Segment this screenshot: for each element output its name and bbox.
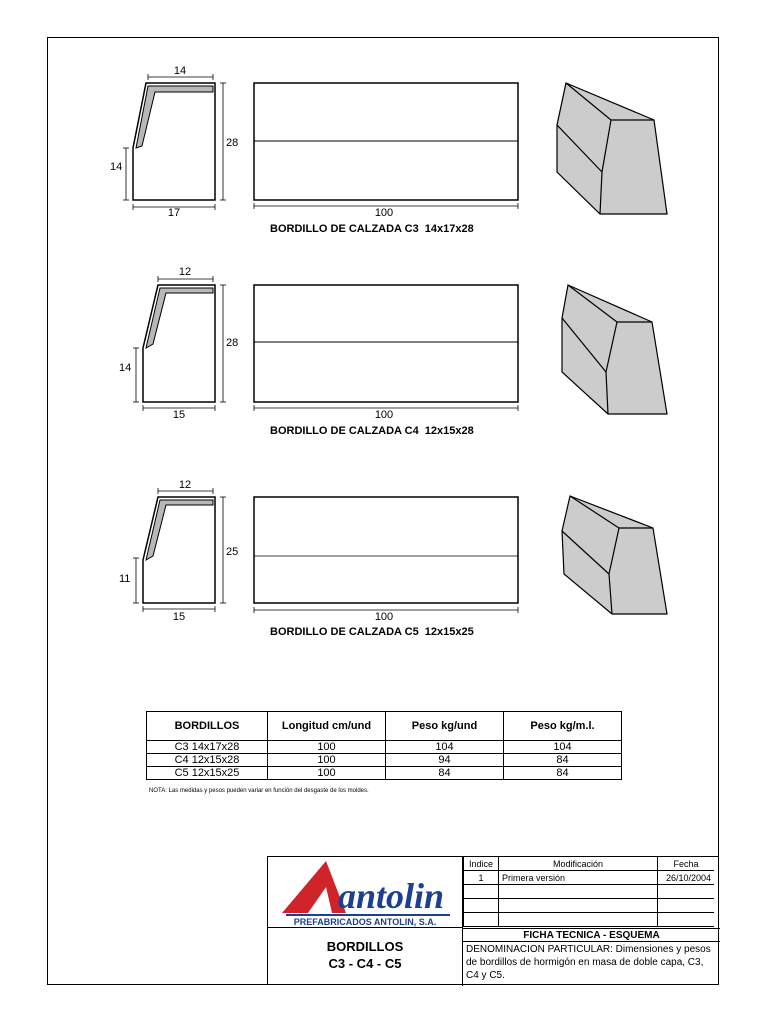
c3-3d-view	[557, 83, 667, 214]
table-cell: 94	[386, 754, 504, 767]
revision-cell: 1	[464, 871, 499, 885]
c3-dim-length: 100	[374, 207, 394, 219]
revision-cell	[499, 913, 658, 927]
revision-cell	[658, 913, 715, 927]
revision-row	[464, 899, 715, 913]
c5-dim-length: 100	[374, 611, 394, 623]
revision-header-row	[464, 857, 715, 871]
revision-cell: 26/10/2004	[658, 871, 715, 885]
c3-dim-top: 14	[173, 65, 187, 77]
table-header: Peso kg/m.l.	[504, 712, 622, 741]
revision-cell	[499, 885, 658, 899]
revision-header: Indice	[464, 857, 499, 871]
table-cell: 100	[268, 767, 386, 780]
table-header: Peso kg/und	[386, 712, 504, 741]
antolin-logo	[268, 857, 463, 928]
c5-dim-base: 15	[172, 611, 186, 623]
drawing-title	[268, 928, 463, 986]
weights-table	[146, 711, 622, 780]
table-cell: 84	[386, 767, 504, 780]
c4-dim-top: 12	[178, 266, 192, 278]
denominacion-text: DENOMINACION PARTICULAR: Dimensiones y pesos de bordillos de hormigón en masa de doble capa, C3, C4 y C5.	[466, 944, 711, 981]
title-line-2: C3 - C4 - C5	[328, 956, 402, 971]
table-header-row	[147, 712, 622, 741]
logo-wordmark: antolin	[338, 876, 445, 916]
revision-cell	[464, 899, 499, 913]
table-row	[147, 754, 622, 767]
c4-dim-base: 15	[172, 409, 186, 421]
c5-elevation	[254, 497, 518, 603]
revision-cell	[658, 899, 715, 913]
revision-cell	[464, 913, 499, 927]
c4-caption: BORDILLO DE CALZADA C4 12x15x28	[270, 425, 474, 437]
c3-dim-lower: 14	[110, 161, 123, 173]
revision-cell: Primera versión	[499, 871, 658, 885]
revision-header: Fecha	[658, 857, 715, 871]
c5-caption: BORDILLO DE CALZADA C5 12x15x25	[270, 626, 474, 638]
revision-header: Modificación	[499, 857, 658, 871]
ficha-tecnica-label: FICHA TECNICA - ESQUEMA	[463, 928, 720, 942]
c3-dim-height: 28	[226, 137, 239, 149]
table-cell: 100	[268, 754, 386, 767]
c3-cross-section	[133, 83, 215, 200]
c3-caption: BORDILLO DE CALZADA C3 14x17x28	[270, 223, 474, 235]
revision-cell	[499, 899, 658, 913]
revision-cell	[658, 885, 715, 899]
c5-dim-top: 12	[178, 479, 192, 491]
revision-row	[464, 885, 715, 899]
table-header: Longitud cm/und	[268, 712, 386, 741]
table-cell: 100	[268, 741, 386, 754]
table-cell: C3 14x17x28	[147, 741, 268, 754]
table-row	[147, 741, 622, 754]
title-line-1: BORDILLOS	[326, 939, 404, 954]
table-note: NOTA: Las medidas y pesos pueden variar en función del desgaste de los moldes.	[149, 788, 369, 794]
c4-dim-height: 28	[226, 337, 239, 349]
revision-table	[463, 857, 714, 927]
c5-cross-section	[143, 497, 215, 603]
c4-3d-view	[562, 285, 667, 414]
c5-3d-view	[562, 496, 667, 614]
c4-dim-length: 100	[374, 409, 394, 421]
c4-elevation	[254, 285, 518, 402]
table-cell: 84	[504, 767, 622, 780]
revision-cell	[464, 885, 499, 899]
c3-dim-base: 17	[167, 207, 181, 219]
table-header: BORDILLOS	[147, 712, 268, 741]
c4-dim-lower: 14	[119, 362, 132, 374]
c4-cross-section	[143, 285, 215, 402]
title-block	[267, 856, 719, 985]
c5-dim-height: 25	[226, 546, 239, 558]
table-cell: C4 12x15x28	[147, 754, 268, 767]
c5-dim-lower: 11	[119, 573, 131, 585]
table-cell: 104	[386, 741, 504, 754]
company-name: PREFABRICADOS ANTOLIN, S.A.	[293, 917, 437, 927]
revision-row	[464, 913, 715, 927]
logo-cell	[268, 857, 463, 928]
table-cell: 104	[504, 741, 622, 754]
table-cell: 84	[504, 754, 622, 767]
table-row	[147, 767, 622, 780]
revision-row	[464, 871, 715, 885]
table-cell: C5 12x15x25	[147, 767, 268, 780]
